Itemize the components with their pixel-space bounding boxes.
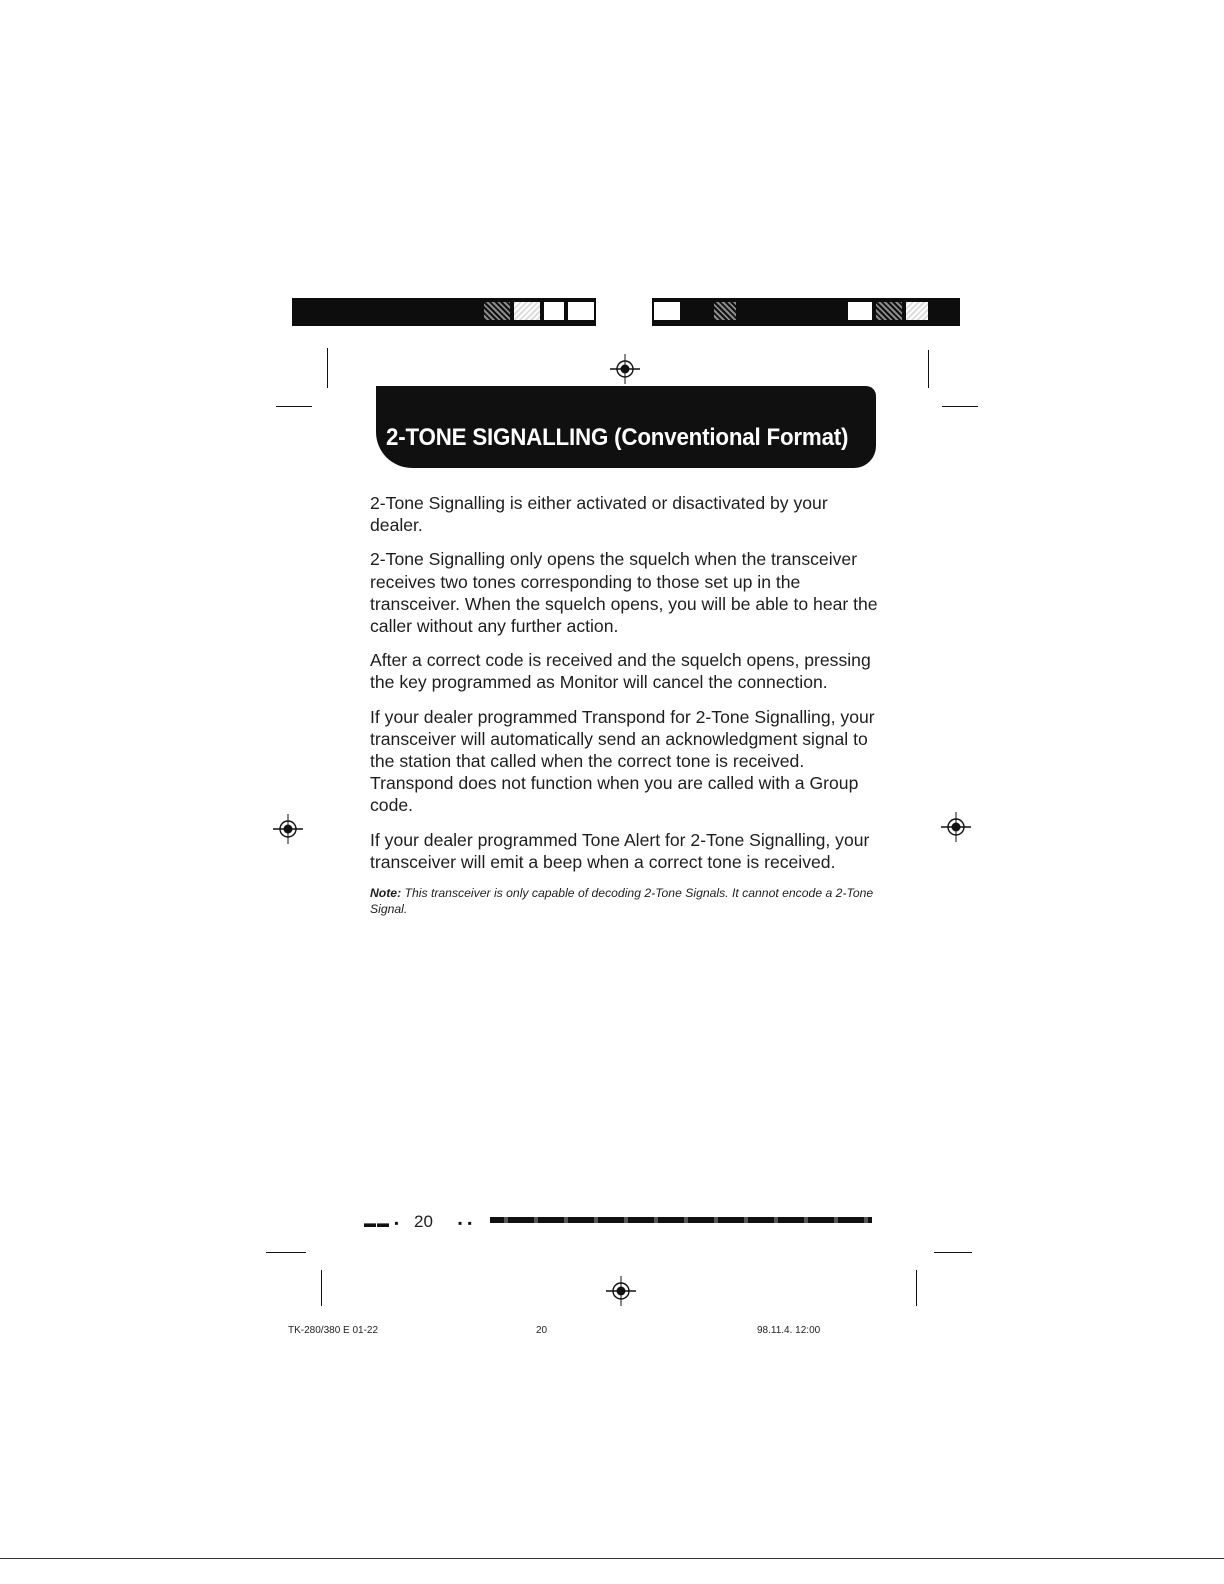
registration-swatch: [542, 300, 566, 322]
paragraph: 2-Tone Signalling is either activated or disactivated by your dealer.: [370, 493, 828, 536]
paragraph: If your dealer programmed Transpond for 2-Tone Signalling, your transceiver will automatically send an acknowledgment signal to the station that called when the correct tone is received. Transpond does not function when you are called with a Group code.: [370, 706, 875, 816]
registration-swatch: [904, 300, 930, 322]
registration-swatch: [482, 300, 512, 322]
note-label: Note:: [370, 886, 402, 901]
registration-bar: [292, 298, 960, 326]
crop-mark: [928, 350, 929, 388]
page-title: 2-TONE SIGNALLING (Conventional Format): [386, 424, 849, 451]
registration-target-icon: [610, 354, 640, 384]
paragraph: 2-Tone Signalling only opens the squelch when the transceiver receives two tones corresponding to those set up in the transceiver. When the squelch opens, you will be able to hear the caller without any further action.: [370, 549, 878, 637]
crop-mark: [916, 1270, 917, 1306]
crop-mark: [266, 1252, 306, 1253]
paragraph: If your dealer programmed Tone Alert for 2-Tone Signalling, your transceiver will emit a beep when a correct tone is received.: [370, 829, 870, 872]
paragraph: After a correct code is received and the squelch opens, pressing the key programmed as Monitor will cancel the connection.: [370, 650, 871, 693]
page-edge-line: [0, 1558, 1224, 1559]
slug-page: 20: [536, 1325, 548, 1336]
page-number: 20: [414, 1212, 433, 1231]
registration-swatch: [874, 300, 904, 322]
registration-target-icon: [273, 814, 303, 844]
crop-mark: [942, 406, 978, 407]
registration-target-icon: [941, 812, 971, 842]
crop-mark: [321, 1270, 322, 1306]
slug-timestamp: 98.11.4. 12:00: [757, 1325, 821, 1336]
registration-swatch: [712, 300, 738, 322]
note-text: This transceiver is only capable of decoding 2-Tone Signals. It cannot encode a 2-Tone Signal.: [370, 886, 874, 917]
footer-ornament: ▬▬ ▪: [364, 1216, 400, 1230]
footer-ornament: ▪ ▪: [458, 1216, 473, 1230]
slug-file-id: TK-280/380 E 01-22: [288, 1325, 379, 1336]
crop-mark: [934, 1252, 972, 1253]
registration-target-icon: [606, 1276, 636, 1306]
note: [370, 885, 880, 917]
crop-mark: [327, 348, 328, 388]
footer-rule: [490, 1217, 872, 1223]
body-content: [370, 492, 880, 917]
crop-mark: [276, 406, 312, 407]
registration-swatch: [566, 300, 596, 322]
registration-swatch: [846, 300, 874, 322]
registration-swatch: [512, 300, 542, 322]
registration-swatch: [652, 300, 682, 322]
